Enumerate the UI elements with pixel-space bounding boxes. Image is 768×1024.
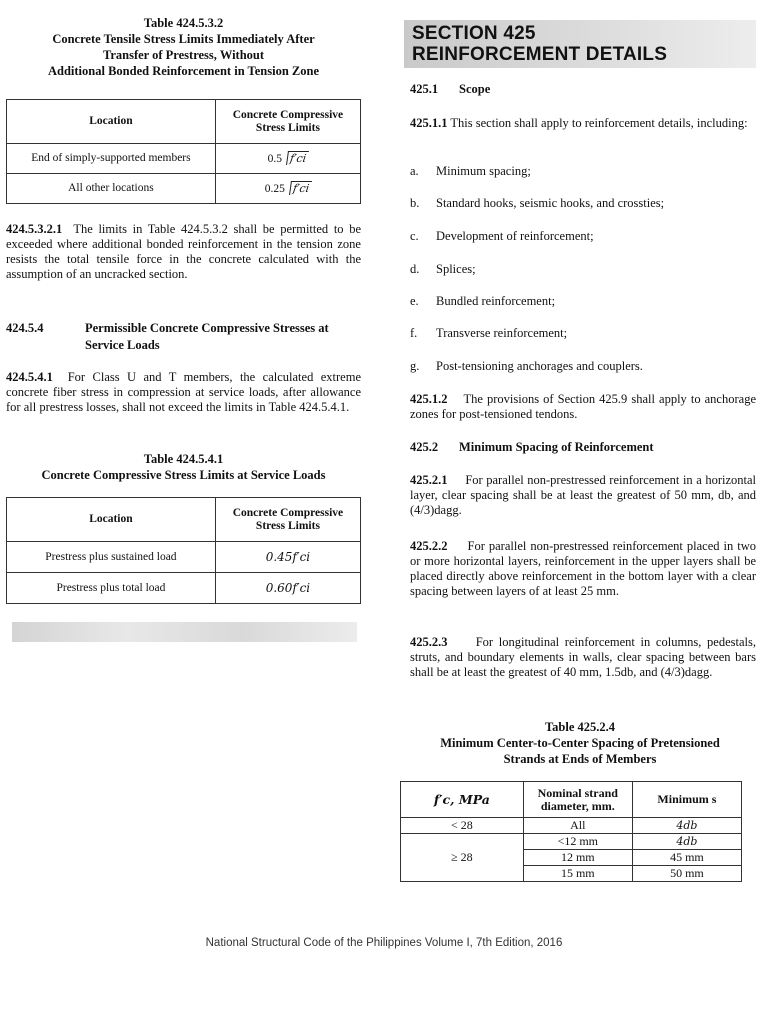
table-header-limits: Concrete Compressive Stress Limits — [215, 498, 360, 542]
list-item: d. Splices; — [410, 262, 476, 276]
table-row: ≥ 28 <12 mm 4db — [401, 834, 742, 850]
table-cell-location: End of simply-supported members — [7, 144, 216, 174]
heading-425-2: 425.2 Minimum Spacing of Reinforcement — [410, 440, 654, 454]
paragraph-424-5-3-2-1: 424.5.3.2.1 The limits in Table 424.5.3.2 shall be permitted to be exceeded where additional bonded reinforcement in the tension zone resists the total tensile force in the concrete calculated with the assumption of an uncracked section. — [6, 222, 361, 281]
list-item: f. Transverse reinforcement; — [410, 326, 568, 340]
paragraph-425-2-2: 425.2.2 For parallel non-prestressed reinforcement placed in two or more horizontal layers, reinforcement in the upper layers shall be placed directly above reinforcement in the bottom layer with a clear spacing between layers of at least 25 mm. — [410, 539, 757, 598]
page-footer: National Structural Code of the Philippines Volume I, 7th Edition, 2016 — [205, 937, 563, 949]
table-header-location: Location — [7, 100, 216, 144]
list-item: a. Minimum spacing; — [410, 164, 531, 178]
list-item: c. Development of reinforcement; — [410, 229, 594, 243]
table-row — [7, 144, 361, 174]
table-header-fc: f′c, MPa — [401, 782, 524, 818]
table-row — [7, 573, 361, 604]
paragraph-425-1-2: 425.1.2 The provisions of Section 425.9 shall apply to anchorage zones for post-tensioned tendons. — [410, 392, 756, 421]
table-cell-limit: 0.45f′ci — [215, 542, 360, 573]
table-424532-title: Table 424.5.3.2 Concrete Tensile Stress Limits Immediately After Transfer of Prestress, Without Additional Bonded Reinforcement in Tension Zone — [47, 16, 319, 78]
paragraph-425-1-1: 425.1.1 This section shall apply to reinforcement details, including: — [410, 116, 748, 130]
scan-artifact — [12, 622, 357, 642]
table-row — [7, 174, 361, 204]
table-424532 — [6, 99, 361, 204]
paragraph-425-2-1: 425.2.1 For parallel non-prestressed reinforcement in a horizontal layer, clear spacing shall be at least the greatest of 50 mm, db, and (4/3)dagg. — [410, 473, 757, 517]
table-424541-title: Table 424.5.4.1 Concrete Compressive Stress Limits at Service Loads — [41, 452, 326, 482]
table-cell-location: Prestress plus total load — [7, 573, 216, 604]
paragraph-424-5-4-1: 424.5.4.1 For Class U and T members, the calculated extreme concrete fiber stress in compression at service loads, after allowance for all prestress losses, shall not exceed the limits in Table 424.5.4.1. — [6, 370, 361, 414]
table-cell-location: All other locations — [7, 174, 216, 204]
table-row: 15 mm 50 mm — [401, 866, 742, 882]
heading-425-1: 425.1 Scope — [410, 82, 491, 96]
table-cell-limit: 0.60f′ci — [215, 573, 360, 604]
table-cell-limit: 0.5 f′ci — [215, 144, 360, 174]
table-header-limits: Concrete Compressive Stress Limits — [215, 100, 360, 144]
table-42524-title: Table 425.2.4 Minimum Center-to-Center Spacing of Pretensioned Strands at Ends of Members — [440, 720, 720, 766]
table-row: < 28 All 4db — [401, 818, 742, 834]
table-header-min-s: Minimum s — [632, 782, 741, 818]
table-row — [7, 542, 361, 573]
table-row: 12 mm 45 mm — [401, 850, 742, 866]
list-item: g. Post-tensioning anchorages and couplers. — [410, 359, 643, 373]
list-item: e. Bundled reinforcement; — [410, 294, 556, 308]
table-cell-limit: 0.25 f′ci — [215, 174, 360, 204]
table-header-diameter: Nominal strand diameter, mm. — [523, 782, 632, 818]
table-header-location: Location — [7, 498, 216, 542]
table-424541 — [6, 497, 361, 604]
table-42524 — [400, 781, 742, 882]
section-title: SECTION 425 REINFORCEMENT DETAILS — [404, 20, 756, 68]
heading-424-5-4: 424.5.4 Permissible Concrete Compressive Stresses at Service Loads — [6, 321, 329, 352]
table-cell-location: Prestress plus sustained load — [7, 542, 216, 573]
list-item: b. Standard hooks, seismic hooks, and crossties; — [410, 196, 665, 210]
paragraph-425-2-3: 425.2.3 For longitudinal reinforcement in columns, pedestals, struts, and boundary elements in walls, clear spacing between bars shall be at least the greatest of 40 mm, 1.5db, and (4/3)dagg. — [410, 635, 756, 679]
